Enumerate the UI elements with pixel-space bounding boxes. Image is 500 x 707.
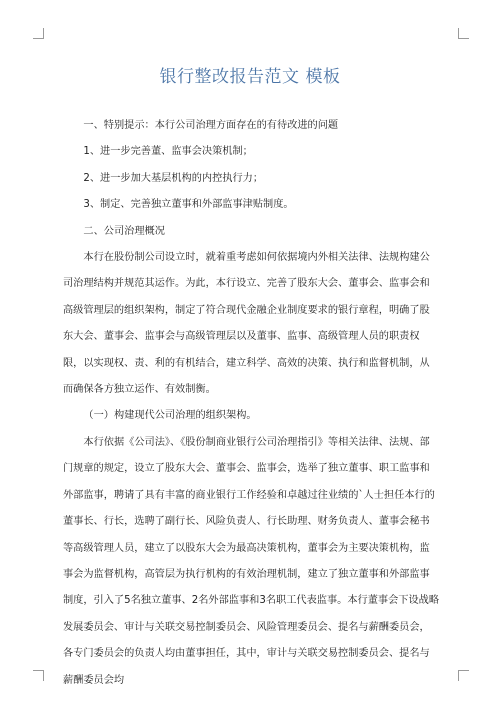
section-heading-governance-overview: 二、公司治理概况 <box>83 225 165 237</box>
list-item-1: 1、进一步完善董、监事会决策机制； <box>83 146 253 158</box>
crop-mark-top-left <box>33 28 44 39</box>
list-item-3: 3、制定、完善独立董事和外部监事津贴制度。 <box>83 199 294 211</box>
document-title: 银行整改报告范文 模板 <box>159 67 341 87</box>
paragraph-governance-overview: 本行在股份制公司设立时，就着重考虑如何依据境内外相关法律、法规构建公司治理结构并规范其运作。为此，本行设立、完善了股东大会、董事会、监事会和高级管理层的组织架构，制定了符合现代金融企业制度要求的银行章程，明确了股东大会、董事会、监事会与高级管理层以及董事、监事、高级管理人员的职责权限，以实现权、责、利的有机结合，建立科学、高效的决策、执行和监督机制，从而确保各方独立运作、有效制衡。 <box>63 252 430 396</box>
subsection-heading-organization: （一）构建现代公司治理的组织架构。 <box>83 410 257 422</box>
paragraph-organization: 本行依据《公司法》、《股份制商业银行公司治理指引》等相关法律、法规、部门规章的规定，设立了股东大会、董事会、监事会，选举了独立董事、职工监事和外部监事，聘请了具有丰富的商业银行工作经验和卓越过往业绩的`人士担任本行的董事长、行长，选聘了副行长、风险负责人、行长助理、财务负责人、董事会秘书等高级管理人员，建立了以股东大会为最高决策机构，董事会为主要决策机构，监事会为监督机构，高管层为执行机构的有效治理机制，建立了独立董事和外部监事制度，引入了5名独立董事、2名外部监事和3名职工代表监事。本行董事会下设战略发展委员会、审计与关联交易控制委员会、风险管理委员会、提名与薪酬委员会，各专门委员会的负责人均由董事担任，其中，审计与关联交易控制委员会、提名与薪酬委员会均 <box>63 436 440 686</box>
document-body <box>63 113 439 694</box>
crop-mark-bottom-right <box>458 670 469 681</box>
crop-mark-bottom-left <box>33 670 44 681</box>
crop-mark-top-right <box>458 28 469 39</box>
list-item-2: 2、进一步加大基层机构的内控执行力； <box>83 172 264 184</box>
section-heading-special-notice: 一、特别提示：本行公司治理方面存在的有待改进的问题 <box>83 120 339 131</box>
